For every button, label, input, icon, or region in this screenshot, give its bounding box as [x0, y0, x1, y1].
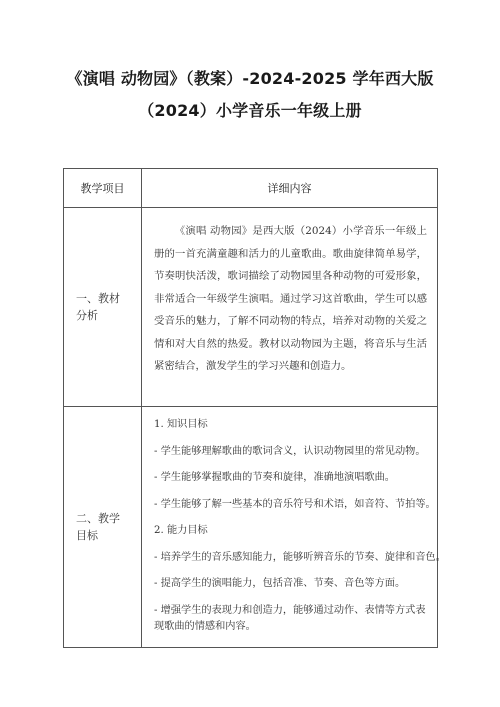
goals-content-cell	[142, 407, 446, 648]
lesson-plan-table	[63, 168, 446, 648]
document-title-line-2: （2024）小学音乐一年级上册	[138, 101, 362, 120]
goal-item: - 提高学生的演唱能力，包括音准、节奏、音色等方面。	[154, 578, 406, 589]
goals-list	[142, 407, 446, 635]
goal-item: - 学生能够掌握歌曲的节奏和旋律，准确地演唱歌曲。	[154, 472, 395, 483]
header-teaching-item: 教学项目	[64, 169, 142, 208]
table-header-row	[64, 169, 438, 208]
table-row-goals	[64, 407, 438, 648]
goal-item: - 学生能够了解一些基本的音乐符号和术语，如音符、节拍等。	[154, 498, 436, 510]
table-row-analysis	[64, 208, 438, 407]
goal-item: - 培养学生的音乐感知能力，能够听辨音乐的节奏、旋律和音色。	[154, 551, 446, 563]
header-detailed-content: 详细内容	[142, 169, 438, 208]
analysis-label-line-1: 一、教材	[76, 292, 120, 305]
goal-item: - 学生能够理解歌曲的歌词含义，认识动物园里的常见动物。	[154, 445, 426, 457]
analysis-label-line-2: 分析	[76, 309, 98, 322]
document-title-line-1: 《演唱 动物园》（教案）-2024-2025 学年西大版	[66, 69, 434, 88]
analysis-label	[64, 208, 142, 407]
goal-item: - 增强学生的表现力和创造力，能够通过动作、表情等方式表现歌曲的情感和内容。	[154, 604, 426, 632]
goal-heading-knowledge: 1. 知识目标	[154, 419, 208, 430]
goals-label-line-2: 目标	[76, 529, 98, 542]
analysis-text: 《演唱 动物园》是西大版（2024）小学音乐一年级上册的一首充满童趣和活力的儿童歌曲。歌曲旋律简单易学，节奏明快活泼，歌词描绘了动物园里各种动物的可爱形象，非常适合一年级学生演唱。通过学习这首歌曲，学生可以感受音乐的魅力，了解不同动物的特点，培养对动物的关爱之情和对大自然的热爱。教材以动物园为主题，将音乐与生活紧密结合，激发学生的学习兴趣和创造力。	[154, 225, 427, 372]
analysis-content-cell	[142, 208, 438, 407]
goals-label	[64, 407, 142, 648]
goals-label-line-1: 二、教学	[76, 512, 120, 525]
goal-heading-ability: 2. 能力目标	[154, 525, 208, 536]
